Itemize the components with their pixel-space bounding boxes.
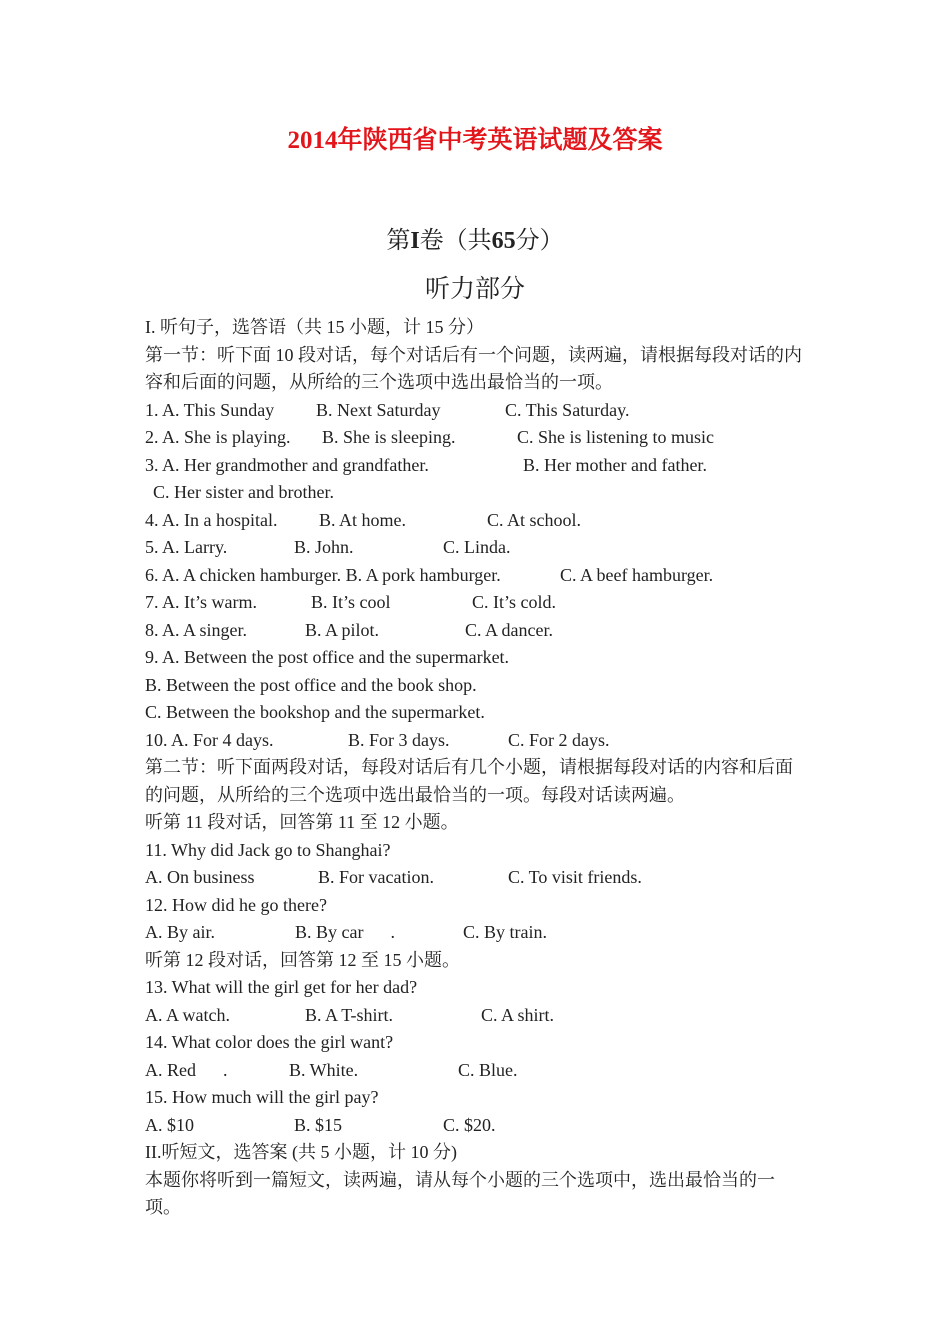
section-2-instructions: 第二节：听下面两段对话，每段对话后有几个小题，请根据每段对话的内容和后面的问题，从所给的三个选项中选出最恰当的一项。每段对话读两遍。 xyxy=(145,757,793,805)
part-1-heading: I. 听句子，选答语（共 15 小题，计 15 分） xyxy=(145,317,484,337)
q14-option-a: A. Red . xyxy=(145,1059,228,1080)
q10-option-b: B. For 3 days. xyxy=(348,729,450,750)
question-6 xyxy=(145,562,810,590)
question-12: 12. How did he go there? xyxy=(145,894,327,915)
q12-option-a: A. By air. xyxy=(145,922,215,942)
q6-option-ab: 6. A. A chicken hamburger. B. A pork hamburger. xyxy=(145,564,501,585)
part-2-heading: II.听短文，选答案 (共 5 小题，计 10 分) xyxy=(145,1142,457,1162)
question-13: 13. What will the girl get for her dad? xyxy=(145,977,418,997)
q14-option-b: B. White. xyxy=(289,1059,359,1080)
q14-option-c: C. Blue. xyxy=(458,1059,518,1080)
volume-score: 65 xyxy=(491,228,516,254)
q4-option-a: 4. A. In a hospital. xyxy=(145,509,278,530)
q11-option-b: B. For vacation. xyxy=(318,867,434,887)
document-body xyxy=(145,314,810,1222)
q8-option-c: C. A dancer. xyxy=(465,619,553,640)
q11-options xyxy=(145,864,810,892)
question-5 xyxy=(145,534,810,562)
part-2-instructions: 本题你将听到一篇短文，读两遍，请从每个小题的三个选项中，选出最恰当的一项。 xyxy=(145,1169,775,1217)
q12-options xyxy=(145,919,810,947)
q7-option-a: 7. A. It’s warm. xyxy=(145,592,257,612)
q13-option-c: C. A shirt. xyxy=(481,1004,555,1025)
q1-option-b: B. Next Saturday xyxy=(316,399,441,420)
q10-option-c: C. For 2 days. xyxy=(508,729,610,750)
q13-option-a: A. A watch. xyxy=(145,1004,230,1025)
section-1-instructions: 第一节：听下面 10 段对话，每个对话后有一个问题，读两遍，请根据每段对话的内容和后面的问题，从所给的三个选项中选出最恰当的一项。 xyxy=(145,344,802,392)
q2-option-b: B. She is sleeping. xyxy=(322,427,456,447)
volume-num: I xyxy=(410,228,420,254)
q13-option-b: B. A T-shirt. xyxy=(305,1004,394,1025)
q1-option-c: C. This Saturday. xyxy=(505,399,630,420)
q15-option-c: C. $20. xyxy=(443,1114,496,1135)
question-1 xyxy=(145,397,810,425)
q8-option-a: 8. A. A singer. xyxy=(145,619,248,640)
q5-option-a: 5. A. Larry. xyxy=(145,537,228,557)
page-title: 2014年陕西省中考英语试题及答案 xyxy=(287,127,663,154)
q11-option-a: A. On business xyxy=(145,867,255,887)
q7-option-b: B. It’s cool xyxy=(311,592,391,612)
volume-post: 分） xyxy=(515,228,564,254)
question-15: 15. How much will the girl pay? xyxy=(145,1087,379,1107)
q15-option-a: A. $10 xyxy=(145,1114,194,1135)
dialogue-12-instruction: 听第 12 段对话，回答第 12 至 15 小题。 xyxy=(145,949,460,970)
q12-option-c: C. By train. xyxy=(463,922,547,942)
q4-option-b: B. At home. xyxy=(319,509,407,530)
q8-option-b: B. A pilot. xyxy=(305,619,380,640)
q9-option-c: C. Between the bookshop and the supermarket. xyxy=(145,702,485,722)
dialogue-11-instruction: 听第 11 段对话，回答第 11 至 12 小题。 xyxy=(145,812,459,832)
question-8 xyxy=(145,617,810,645)
volume-title xyxy=(0,224,950,258)
q15-option-b: B. $15 xyxy=(294,1114,343,1135)
q11-option-c: C. To visit friends. xyxy=(508,867,642,887)
q9-option-a: 9. A. Between the post office and the supermarket. xyxy=(145,647,510,667)
q9-option-b: B. Between the post office and the book shop. xyxy=(145,674,477,695)
q2-option-a: 2. A. She is playing. xyxy=(145,427,291,447)
q3-option-c: C. Her sister and brother. xyxy=(153,482,334,502)
volume-mid: 卷（共 xyxy=(419,228,492,254)
q4-option-c: C. At school. xyxy=(487,509,582,530)
q5-option-b: B. John. xyxy=(294,537,354,557)
q3-option-b: B. Her mother and father. xyxy=(523,454,707,475)
q15-options xyxy=(145,1112,810,1140)
question-3 xyxy=(145,452,810,480)
question-14: 14. What color does the girl want? xyxy=(145,1032,394,1052)
q3-option-a: 3. A. Her grandmother and grandfather. xyxy=(145,454,429,475)
q2-option-c: C. She is listening to music xyxy=(517,427,715,447)
q1-option-a: 1. A. This Sunday xyxy=(145,399,275,420)
q6-option-c: C. A beef hamburger. xyxy=(560,564,714,585)
q12-option-b: B. By car . xyxy=(295,922,395,942)
section-title: 听力部分 xyxy=(424,276,525,303)
q10-option-a: 10. A. For 4 days. xyxy=(145,729,274,750)
question-7 xyxy=(145,589,810,617)
question-10 xyxy=(145,727,810,755)
question-11: 11. Why did Jack go to Shanghai? xyxy=(145,839,391,860)
question-2 xyxy=(145,424,810,452)
q7-option-c: C. It’s cold. xyxy=(472,592,556,612)
q14-options xyxy=(145,1057,810,1085)
volume-pre: 第 xyxy=(386,228,411,254)
question-4 xyxy=(145,507,810,535)
q5-option-c: C. Linda. xyxy=(443,537,511,557)
q13-options xyxy=(145,1002,810,1030)
